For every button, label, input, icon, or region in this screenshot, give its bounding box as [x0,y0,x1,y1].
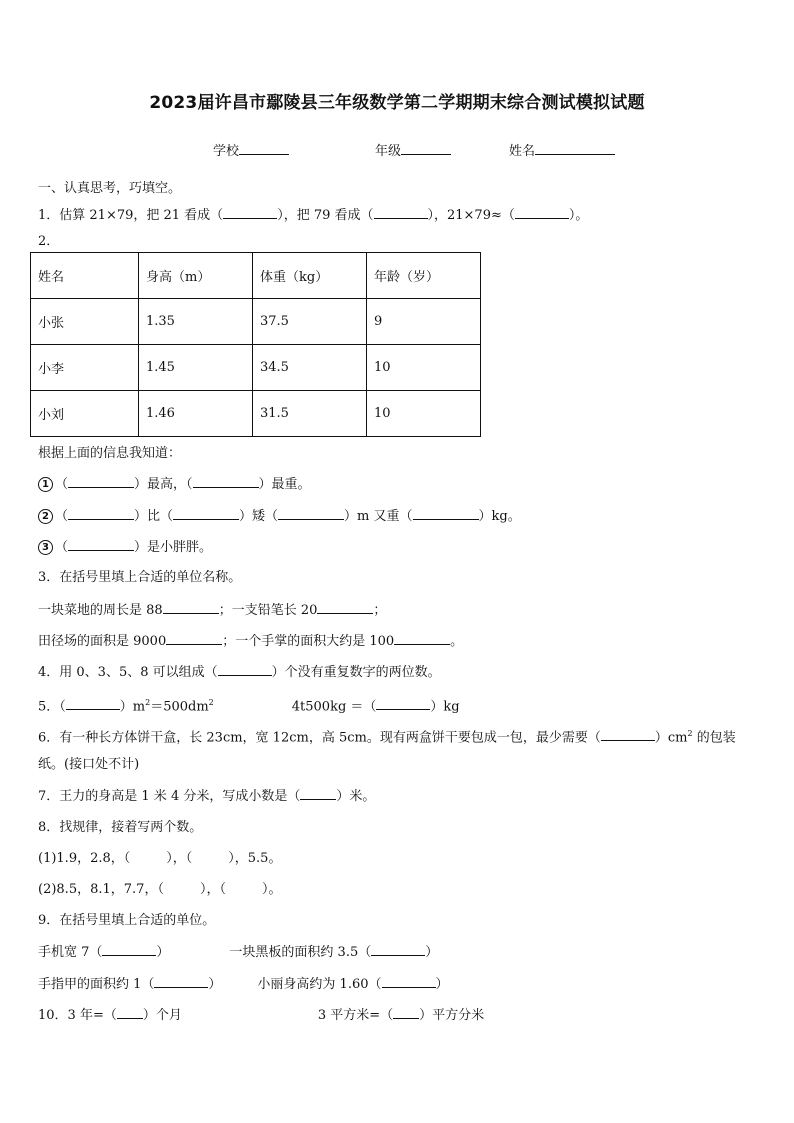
q6-text-a: 6．有一种长方体饼干盒，长 23cm，宽 12cm，高 5cm。现有两盒饼干要包成一包，最少需要（ [38,730,601,746]
q3-line-1 [38,601,386,620]
q2s3-text-b: ）是小胖胖。 [134,540,213,555]
q2s1-text-c: ）最重。 [258,477,311,492]
q6-text-b: ）cm [654,730,688,746]
q1-text-d: ）。 [568,208,589,223]
q2-intro: 根据上面的信息我知道： [38,446,182,461]
q5-text-b: ）m [119,699,146,715]
q5-blank-1[interactable] [66,697,120,710]
table-cell: 1.35 [139,299,253,345]
q2s2-text-d: ）m 又重（ [344,509,413,524]
q1-blank-2[interactable] [374,206,428,219]
question-4 [38,663,441,682]
q2s2-text-e: ）kg。 [478,509,521,524]
q9-blank-4[interactable] [382,975,436,988]
q2s1-text-a: （ [55,477,69,492]
table-cell: 31.5 [253,391,367,437]
q5-superscript-1: 2 [145,698,151,707]
table-cell: 37.5 [253,299,367,345]
circled-number-1: 1 [38,477,53,492]
q1-text-c: ），21×79≈（ [427,208,515,223]
question-10 [38,1006,484,1025]
q9-text-2d: ） [435,977,449,992]
q8-text-1b: ），（ [166,851,193,866]
q3-text-2c: 。 [450,634,464,649]
q9-blank-2[interactable] [371,943,425,956]
q2-sub-1 [38,475,311,494]
table-row [31,299,481,345]
q10-text-c: 3 平方米=（ [317,1008,394,1023]
q9-text-1a: 手机宽 7（ [38,945,103,960]
q7-blank-1[interactable] [300,787,336,800]
q2s2-blank-4[interactable] [413,507,479,520]
q5-text-a: 5．（ [38,699,66,715]
q10-blank-2[interactable] [393,1006,419,1019]
q2s2-blank-1[interactable] [68,507,134,520]
question-6-line-1 [38,725,736,747]
q9-text-2b: ） [208,977,222,992]
q5-blank-2[interactable] [376,697,430,710]
q10-text-d: ）平方分米 [419,1008,485,1023]
q9-blank-3[interactable] [154,975,208,988]
q5-text-c: ＝500dm [150,699,209,715]
q3-text-2b: ；一个手掌的面积大约是 100 [222,634,395,649]
question-1 [38,206,588,225]
table-row [31,345,481,391]
circled-number-3: 3 [38,540,53,555]
grade-blank[interactable] [401,142,451,155]
q3-text-1c: ； [373,603,387,618]
data-table [30,252,481,437]
question-2-number: 2． [38,234,60,249]
table-header-cell: 年龄（岁） [367,253,481,299]
table-header-cell: 姓名 [31,253,139,299]
q3-text-1b: ；一支铅笔长 20 [218,603,318,618]
question-7 [38,787,375,806]
q9-text-1b: ） [156,945,170,960]
table-cell: 10 [367,391,481,437]
q8-text-1c: ），5.5。 [228,851,282,866]
q2s2-blank-3[interactable] [278,507,344,520]
q1-blank-3[interactable] [515,206,569,219]
q3-blank-2[interactable] [317,601,373,614]
q1-blank-1[interactable] [223,206,277,219]
q5-text-d: 4t500kg ＝（ [291,699,377,715]
q8-line-1 [38,850,281,868]
table-cell: 10 [367,345,481,391]
name-field[interactable] [509,140,615,159]
table-header-cell: 身高（m） [139,253,253,299]
q3-blank-3[interactable] [166,632,222,645]
page-title: 2023届许昌市鄢陵县三年级数学第二学期期末综合测试模拟试题 [149,93,645,113]
table-cell: 小李 [31,345,139,391]
q9-text-1c: 一块黑板的面积约 3.5（ [229,945,372,960]
question-6-line-2: 纸。(接口处不计) [38,757,140,772]
q9-text-2a: 手指甲的面积约 1（ [38,977,155,992]
q2s2-text-a: （ [55,509,69,524]
q4-blank-1[interactable] [218,663,272,676]
q9-text-2c: 小丽身高约为 1.60（ [257,977,382,992]
table-header-cell: 体重（kg） [253,253,367,299]
q2s1-blank-2[interactable] [193,475,259,488]
question-9-heading: 9．在括号里填上合适的单位。 [38,913,216,928]
q5-text-e: ）kg [430,699,460,715]
q2s1-blank-1[interactable] [68,475,134,488]
q10-blank-1[interactable] [117,1006,143,1019]
q2s2-text-b: ）比（ [134,509,174,524]
school-blank[interactable] [239,142,289,155]
q10-text-a: 10．3 年=（ [38,1008,117,1023]
q2s1-text-b: ）最高，（ [134,477,193,492]
q1-text-a: 1．估算 21×79，把 21 看成（ [38,208,224,223]
q9-blank-1[interactable] [102,943,156,956]
q2s2-blank-2[interactable] [173,507,239,520]
q3-text-1a: 一块菜地的周长是 88 [38,603,163,618]
q8-text-1a: (1)1.9，2.8，（ [38,851,131,866]
q3-blank-1[interactable] [163,601,219,614]
q1-text-b: ），把 79 看成（ [277,208,374,223]
q7-text-a: 7．王力的身高是 1 米 4 分米，写成小数是（ [38,789,301,804]
table-header-row [31,253,481,299]
q3-line-2 [38,632,463,651]
name-label: 姓名 [509,144,536,159]
grade-field[interactable] [375,140,451,159]
q10-text-b: ）个月 [142,1008,182,1023]
school-label: 学校 [213,144,240,159]
q2-sub-3 [38,538,212,557]
table-row [31,391,481,437]
q9-text-1d: ） [425,945,439,960]
q9-line-1 [38,943,438,962]
q6-blank-1[interactable] [601,728,655,741]
name-blank[interactable] [535,142,615,155]
q7-text-b: ）米。 [336,789,376,804]
q4-text-a: 4．用 0、3、5、8 可以组成（ [38,665,218,680]
question-3-heading: 3．在括号里填上合适的单位名称。 [38,570,242,585]
table-cell: 9 [367,299,481,345]
table-cell: 34.5 [253,345,367,391]
q2s3-blank-1[interactable] [68,538,134,551]
q2s3-text-a: （ [55,540,69,555]
q6-text-c: 的包装 [692,730,736,746]
q8-text-2a: (2)8.5，8.1，7.7，（ [38,882,164,897]
q8-text-2c: ）。 [261,882,282,897]
q5-superscript-2: 2 [208,698,214,707]
grade-label: 年级 [375,144,402,159]
question-5 [38,694,460,716]
table-cell: 1.46 [139,391,253,437]
q2-sub-2 [38,507,521,526]
q3-text-2a: 田径场的面积是 9000 [38,634,167,649]
table-cell: 小张 [31,299,139,345]
q4-text-b: ）个没有重复数字的两位数。 [271,665,441,680]
q9-line-2 [38,975,449,994]
question-8-heading: 8．找规律，接着写两个数。 [38,820,203,835]
table-cell: 1.45 [139,345,253,391]
circled-number-2: 2 [38,509,53,524]
q8-text-2b: ），（ [199,882,226,897]
q2s2-text-c: ）矮（ [239,509,279,524]
q6-superscript: 2 [687,729,693,738]
q8-line-2 [38,881,281,899]
q3-blank-4[interactable] [394,632,450,645]
section-heading: 一、认真思考，巧填空。 [38,181,182,196]
school-field[interactable] [213,140,289,159]
table-cell: 小刘 [31,391,139,437]
